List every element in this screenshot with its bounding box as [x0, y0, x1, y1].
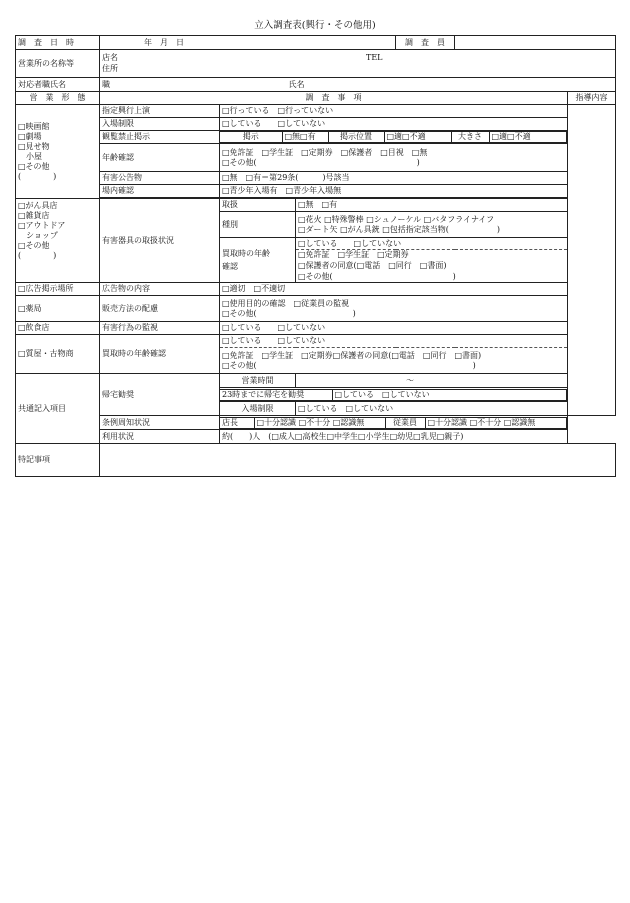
- kind-line[interactable]: □ダート矢 □がん具銃 □包括指定該当物( ): [298, 224, 501, 234]
- handling-label: 取扱: [220, 199, 296, 212]
- notes-label: 特記事項: [16, 444, 100, 477]
- posting-checkbox[interactable]: □無□有: [282, 132, 328, 143]
- ad-content-label: 広告物の内容: [100, 283, 220, 296]
- usage-label: 利用状況: [100, 430, 220, 444]
- sales-method-line[interactable]: □使用目的の確認 □従業員の監視: [222, 298, 350, 308]
- sales-method-other[interactable]: □その他( ): [222, 308, 356, 318]
- inspection-form: [15, 35, 616, 477]
- kind-field[interactable]: [296, 212, 568, 238]
- sales-method-field[interactable]: [220, 296, 568, 322]
- kind-line[interactable]: □花火 □特殊警棒 □シュノーケル □バタフライナイフ: [298, 214, 495, 224]
- type-toy-checkbox[interactable]: □がん具店: [18, 201, 58, 210]
- row-label: 指定興行上演: [100, 105, 220, 118]
- guidance-column[interactable]: [568, 105, 616, 416]
- row-value[interactable]: □行っている □行っていない: [220, 105, 568, 118]
- type-pawnshop-checkbox[interactable]: □質屋・古物商: [16, 335, 100, 374]
- usage-field[interactable]: 約( )人 (□成人□高校生□中学生□小学生□幼児□乳児□親子): [220, 430, 568, 444]
- purchase-age-other[interactable]: □その他( ): [296, 272, 568, 283]
- pawn-age-docs-line[interactable]: □免許証 □学生証 □定期券□保護者の同意(□電話 □同行 □書面): [222, 350, 482, 360]
- staff-label: 従業員: [385, 417, 425, 428]
- type-outdoor-checkbox[interactable]: □アウトドア: [18, 221, 66, 230]
- posting-size-label: 大きさ: [451, 132, 489, 143]
- age-check-other[interactable]: □その他( ): [222, 157, 420, 167]
- purchase-age-status[interactable]: □している □していない: [296, 238, 568, 250]
- age-check-field[interactable]: [220, 144, 568, 172]
- before23-row: [220, 388, 568, 402]
- row-label: 有害公告物: [100, 172, 220, 185]
- type-other-checkbox[interactable]: □その他: [18, 241, 50, 250]
- name-label: 氏名: [288, 79, 305, 89]
- ordinance-row: [220, 416, 568, 430]
- manager-label: 店長: [220, 417, 254, 428]
- investigator-label: 調 査 員: [396, 36, 455, 50]
- posting-position-label: 掲示位置: [328, 132, 384, 143]
- manager-checkbox[interactable]: □十分認識 □不十分 □認識無: [254, 417, 385, 428]
- type-outdoor-cont: ショップ: [18, 231, 58, 240]
- hours-label: 営業時間: [220, 374, 296, 388]
- ad-content-checkbox[interactable]: □適切 □不適切: [220, 283, 568, 296]
- store-name-label: 店名: [102, 52, 118, 62]
- type-theater-checkbox[interactable]: □劇場: [18, 131, 42, 141]
- row-value[interactable]: □無 □有＝第29条( )号該当: [220, 172, 568, 185]
- entry-limit-checkbox[interactable]: □している □していない: [296, 402, 568, 416]
- office-label: 営業所の名称等: [16, 50, 100, 78]
- posting-label: 掲示: [220, 132, 282, 143]
- row-value[interactable]: □している □していない: [220, 118, 568, 131]
- hours-field[interactable]: 〜: [296, 374, 568, 388]
- staff-checkbox[interactable]: □十分認識 □不十分 □認識無: [425, 417, 567, 428]
- row-value[interactable]: □青少年入場有 □青少年入場無: [220, 185, 568, 198]
- common-items-label: 共通記入項目: [16, 374, 100, 444]
- form-title: 立入調査表(興行・その他用): [254, 20, 376, 31]
- monitoring-label: 有害行為の監視: [100, 322, 220, 335]
- row-label: 観覧禁止掲示: [100, 131, 220, 144]
- position-label: 職: [102, 79, 110, 89]
- type-other-checkbox[interactable]: □その他: [18, 161, 50, 171]
- entry-limit-label: 入場制限: [220, 402, 296, 416]
- before23-label: 23時までに帰宅を勧奨: [220, 389, 332, 400]
- address-label: 住所: [102, 63, 118, 73]
- type-other-field[interactable]: ( ): [18, 171, 57, 181]
- date-label: 調 査 日 時: [16, 36, 100, 50]
- date-field[interactable]: 年 月 日: [100, 36, 396, 50]
- handling-checkbox[interactable]: □無 □有: [296, 199, 568, 212]
- kind-label: 種別: [220, 212, 296, 238]
- purchase-age-consent[interactable]: □保護者の同意(□電話 □同行 □書面): [296, 261, 568, 272]
- type-variety-checkbox[interactable]: □雑貨店: [18, 211, 50, 220]
- type-other-field[interactable]: ( ): [18, 251, 57, 260]
- return-home-label: 帰宅勧奨: [100, 374, 220, 416]
- monitoring-checkbox[interactable]: □している □していない: [220, 322, 568, 335]
- purchase-age-label: [220, 238, 296, 283]
- pawn-age-other[interactable]: □その他( ): [222, 360, 476, 370]
- guidance-header: 指導内容: [568, 92, 616, 105]
- pawn-age-status[interactable]: □している □していない: [220, 335, 568, 348]
- posting-position-checkbox[interactable]: □適□不適: [384, 132, 451, 143]
- before23-checkbox[interactable]: □している □していない: [332, 389, 567, 400]
- sales-method-label: 販売方法の配慮: [100, 296, 220, 322]
- responder-label: 対応者職氏名: [16, 78, 100, 92]
- age-check-line[interactable]: □免許証 □学生証 □定期券 □保護者 □目視 □無: [222, 147, 428, 157]
- type-cinema-checkbox[interactable]: □映画館: [18, 121, 50, 131]
- purchase-age-docs[interactable]: □免許証 □学生証 □定期券: [296, 250, 568, 261]
- row-label: 年齢確認: [100, 144, 220, 172]
- purchase-age-label-1: 買取時の年齢: [222, 249, 270, 258]
- harmful-tools-label: 有害器具の取扱状況: [100, 199, 220, 283]
- pawn-age-label: 買取時の年齢確認: [100, 335, 220, 374]
- items-header: 調 査 事 項: [100, 92, 568, 105]
- tel-label: TEL: [366, 52, 383, 62]
- type-ad-checkbox[interactable]: □広告掲示場所: [16, 283, 100, 296]
- shop-types: [16, 199, 100, 283]
- business-type-header: 営 業 形 態: [16, 92, 100, 105]
- notes-field[interactable]: [100, 444, 616, 477]
- type-restaurant-checkbox[interactable]: □飲食店: [16, 322, 100, 335]
- ordinance-label: 条例周知状況: [100, 416, 220, 430]
- office-field[interactable]: [100, 50, 616, 78]
- posting-size-checkbox[interactable]: □適□不適: [489, 132, 567, 143]
- row-label: 入場制限: [100, 118, 220, 131]
- theater-types: [16, 105, 100, 199]
- row-label: 場内確認: [100, 185, 220, 198]
- type-pharmacy-checkbox[interactable]: □薬局: [16, 296, 100, 322]
- responder-field[interactable]: [100, 78, 616, 92]
- type-show-cont: 小屋: [18, 151, 42, 161]
- posting-row: [220, 131, 568, 144]
- pawn-age-docs[interactable]: [220, 348, 568, 374]
- purchase-age-label-2: 確認: [222, 262, 238, 271]
- investigator-field[interactable]: [455, 36, 616, 50]
- type-show-checkbox[interactable]: □見せ物: [18, 141, 50, 151]
